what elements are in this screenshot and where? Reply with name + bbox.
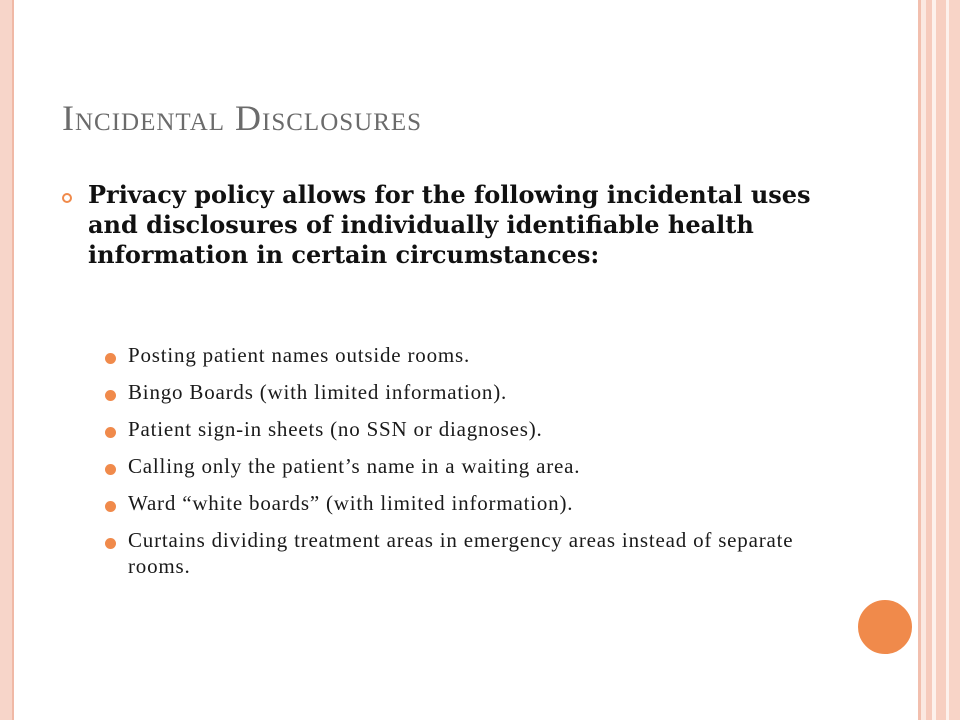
list-item-text: Curtains dividing treatment areas in emergency areas instead of separate rooms. [128,528,794,578]
list-item [105,342,825,368]
list-item-text: Patient sign-in sheets (no SSN or diagnoses). [128,417,543,441]
dot-bullet-icon [105,353,116,364]
list-item-text: Ward “white boards” (with limited information). [128,491,574,515]
dot-bullet-icon [105,464,116,475]
main-bullet [62,180,822,270]
dot-bullet-icon [105,538,116,549]
ring-bullet-icon [62,193,72,203]
sub-bullet-list [105,342,825,590]
main-bullet-text: Privacy policy allows for the following incidental uses and disclosures of individually identifiable health information in certain circumstances: [88,180,811,269]
dot-bullet-icon [105,501,116,512]
list-item-text: Posting patient names outside rooms. [128,343,471,367]
dot-bullet-icon [105,427,116,438]
left-border-line [12,0,14,720]
list-item [105,379,825,405]
right-decorative-stripe [936,0,946,720]
list-item-text: Calling only the patient’s name in a waiting area. [128,454,581,478]
left-border-frame [0,0,12,720]
dot-bullet-icon [105,390,116,401]
list-item-text: Bingo Boards (with limited information). [128,380,508,404]
list-item [105,416,825,442]
slide-title: Incidental Disclosures [62,98,423,138]
right-decorative-stripe [949,0,960,720]
list-item [105,453,825,479]
list-item [105,527,825,579]
list-item [105,490,825,516]
orange-circle-accent [855,597,915,657]
